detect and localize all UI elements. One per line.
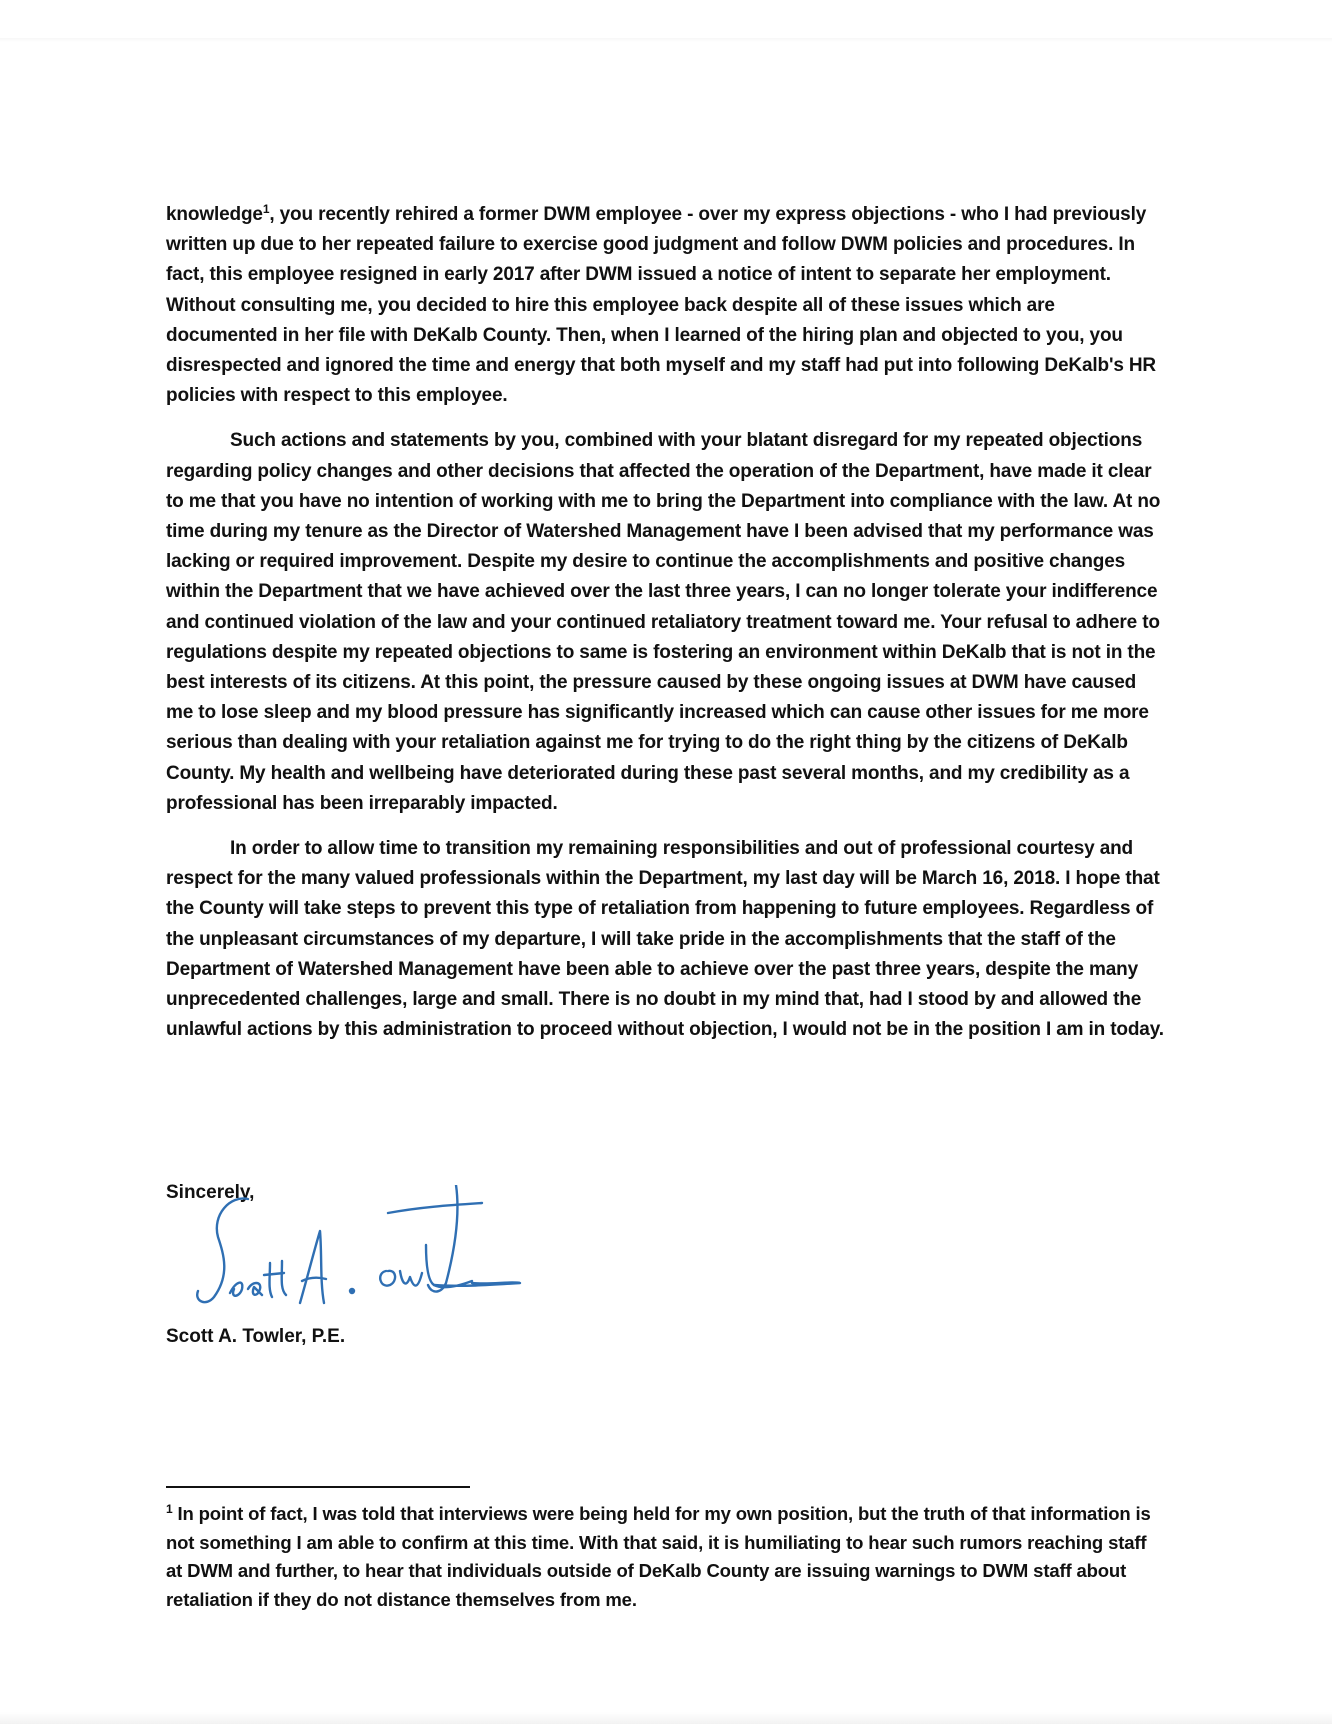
closing-salutation: Sincerely, [166,1182,255,1203]
paragraph-1-text: , you recently rehired a former DWM employee - over my express objections - who I had previously written up due to her repeated failure to exercise good judgment and follow DWM policies and procedures. In fact, this employee resigned in early 2017 after DWM issued a notice of intent to separate her employment. Without consulting me, you decided to hire this employee back despite all of these issues which are documented in her file with DeKalb County. Then, when I learned of the hiring plan and objected to you, you disrespected and ignored the time and energy that both myself and my staff had put into following DeKalb's HR policies with respect to this employee. [166,204,1157,407]
paragraph-1-first-word: knowledge [166,204,263,225]
letter-body [166,200,1166,1060]
footnote [166,1500,1166,1614]
scan-edge-bottom [0,1712,1332,1724]
paragraph-3: In order to allow time to transition my remaining responsibilities and out of professional courtesy and respect for the many valued professionals within the Department, my last day will be March 16, 2018. I hope that the County will take steps to prevent this type of retaliation from happening to future employees. Regardless of the unpleasant circumstances of my departure, I will take pride in the accomplishments that the staff of the Department of Watershed Management have been able to achieve over the past three years, despite the many unprecedented challenges, large and small. There is no doubt in my mind that, had I stood by and allowed the unlawful actions by this administration to proceed without objection, I would not be in the position I am in today. [166,838,1164,1041]
signer-name: Scott A. Towler, P.E. [166,1326,346,1347]
footnote-marker: 1 [166,1502,173,1516]
paragraph-2: Such actions and statements by you, combined with your blatant disregard for my repeated objections regarding policy changes and other decisions that affected the operation of the Department, have made it clear to me that you have no intention of working with me to bring the Department into compliance with the law. At no time during my tenure as the Director of Watershed Management have I been advised that my performance was lacking or required improvement. Despite my desire to continue the accomplishments and positive changes within the Department that we have achieved over the last three years, I can no longer tolerate your indifference and continued violation of the law and your continued retaliatory treatment toward me. Your refusal to adhere to regulations despite my repeated objections to same is fostering an environment within DeKalb that is not in the best interests of its citizens. At this point, the pressure caused by these ongoing issues at DWM have caused me to lose sleep and my blood pressure has significantly increased which can cause other issues for me more serious than dealing with your retaliation against me for trying to do the right thing by the citizens of DeKalb County. My health and wellbeing have deteriorated during these past several months, and my credibility as a professional has been irreparably impacted. [166,430,1161,814]
footnote-reference: 1 [262,202,270,216]
paragraph-1 [166,200,1166,411]
footnote-divider [166,1486,470,1488]
scan-edge-top [0,38,1332,42]
footnote-text: In point of fact, I was told that interviews were being held for my own position, but the truth of that information is not something I am able to confirm at this time. With that said, it is humiliating to hear such rumors reaching staff at DWM and further, to hear that individuals outside of DeKalb County are issuing warnings to DWM staff about retaliation if they do not distance themselves from me. [166,1503,1151,1610]
handwritten-signature [190,1185,540,1325]
